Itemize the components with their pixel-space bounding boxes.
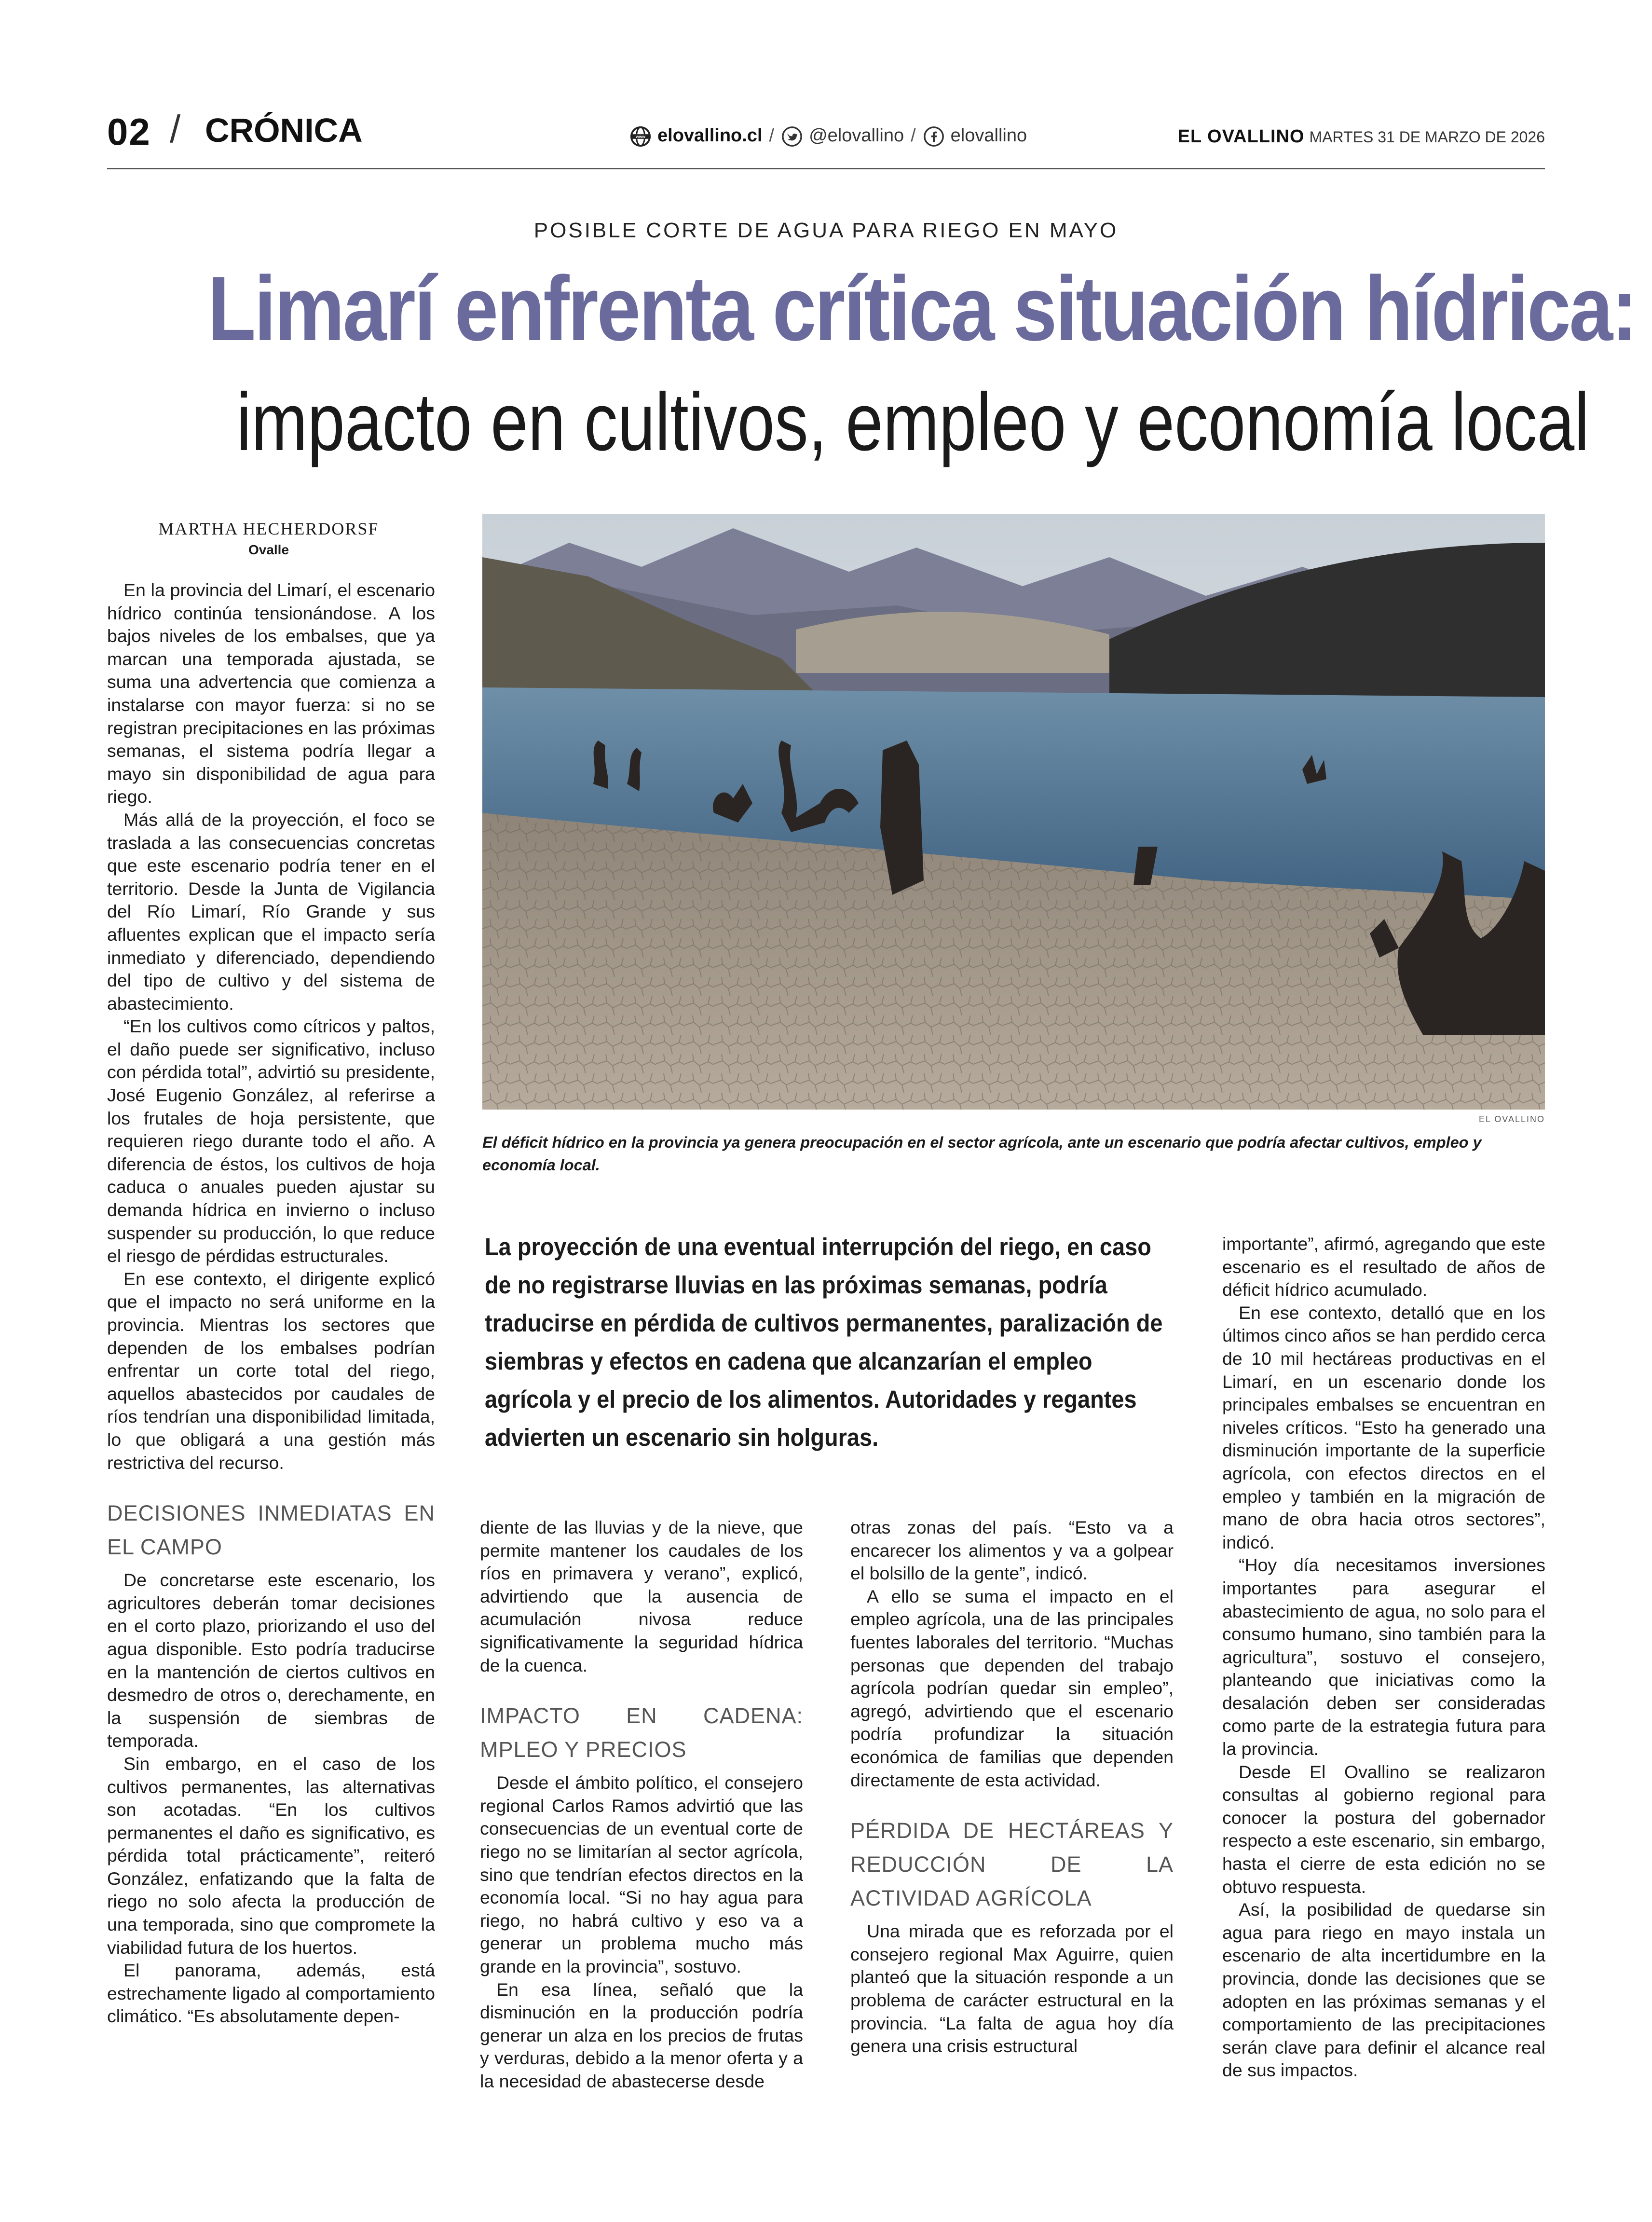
subheading: IMPACTO EN CADENA: MPLEO Y PRECIOS xyxy=(480,1703,803,1762)
paragraph: En esa línea, señaló que la disminución en la producción podría generar un alza en los precios de frutas y verduras, debido a la menor oferta y a la necesidad de abastecerse desde xyxy=(480,1979,803,2091)
article-column-3 xyxy=(850,1516,1174,2058)
paragraph: Desde El Ovallino se realizaron consultas al gobierno regional para conocer la postura del gobernador respecto a este escenario, sin embargo, hasta el cierre de esta edición no se obtuvo respuesta. xyxy=(1222,1761,1545,1897)
paragraph: Una mirada que es reforzada por el consejero regional Max Aguirre, quien planteó que la situación responde a un problema de carácter estructural en la provincia. “La falta de agua hoy día genera una crisis estructural xyxy=(850,1921,1174,2057)
paragraph: Así, la posibilidad de quedarse sin agua para riego en mayo instala un escenario de alta incertidumbre en la provincia, donde las decisiones que se adopten en las próximas semanas y el comportamiento de las precipitaciones serán clave para definir el alcance real de sus impactos. xyxy=(1222,1899,1545,2081)
paragraph: En ese contexto, el dirigente explicó que el impacto no será uniforme en la provincia. Mientras los sectores que dependen de los embalses podrían enfrentar un corte total del riego, aquellos abastecidos por caudales de ríos tendrían una disponibilidad limitada, lo que obligará a una gestión más restrictiva del recurso. xyxy=(107,1268,435,1473)
site-info xyxy=(629,125,1027,148)
paragraph: otras zonas del país. “Esto va a encarecer los alimentos y va a golpear el bolsillo de la gente”, indicó. xyxy=(850,1517,1174,1584)
photo-caption: El déficit hídrico en la provincia ya genera preocupación en el sector agrícola, ante un escenario que podría afectar cultivos, empleo y economía local. xyxy=(482,1134,1482,1174)
header-rule xyxy=(107,168,1545,169)
article-column-4 xyxy=(1222,1233,1545,2082)
article-photo xyxy=(482,514,1545,1110)
paragraph: “Hoy día necesitamos inversiones importantes para asegurar el abastecimiento de agua, no solo para el consumo humano, sino también para la agricultura”, sostuvo el consejero, planteando que iniciativas como la desalación deben ser consideradas como parte de la estrategia futura para la provincia. xyxy=(1222,1555,1545,1759)
separator: / xyxy=(769,125,775,146)
page-number: 02 xyxy=(107,110,151,153)
section-slash: / xyxy=(170,108,181,151)
subheading: PÉRDIDA DE HECTÁREAS Y REDUCCIÓN DE LA ACTIVIDAD AGRÍCOLA xyxy=(850,1818,1174,1911)
article-column-1 xyxy=(107,579,435,2028)
byline-author: MARTHA HECHERDORSF xyxy=(158,519,379,538)
kicker: POSIBLE CORTE DE AGUA PARA RIEGO EN MAYO xyxy=(533,219,1119,242)
byline-city: Ovalle xyxy=(248,542,289,557)
paragraph: De concretarse este escenario, los agricultores deberán tomar decisiones en el corto plazo, priorizando el uso del agua disponible. Esto podría traducirse en la mantención de ciertos cultivos en desmedro de otros o, derechamente, en la suspensión de siembras de temporada. xyxy=(107,1570,435,1751)
globe-icon xyxy=(629,125,652,148)
paragraph: Desde el ámbito político, el consejero regional Carlos Ramos advirtió que las consecuencias de un eventual corte de riego no se limitarían al sector agrícola, sino que tendrían efectos directos en la economía local. “Si no hay agua para riego, no habrá cultivo y eso va a generar un problema mucho más grande en la provincia”, sostuvo. xyxy=(480,1772,803,1976)
headline-secondary: impacto en cultivos, empleo y economía local xyxy=(236,376,1590,468)
twitter-handle[interactable]: @elovallino xyxy=(809,125,904,146)
svg-text:www: www xyxy=(636,134,645,139)
facebook-icon xyxy=(923,125,945,148)
paragraph: A ello se suma el impacto en el empleo agrícola, una de las principales fuentes laborales del territorio. “Muchas personas que dependen del trabajo agrícola podrían quedar sin empleo”, agregó, advirtiendo que el escenario podría profundizar la situación económica de familias que dependen directamente de esta actividad. xyxy=(850,1586,1174,1790)
reservoir-landscape-image xyxy=(482,514,1545,1110)
facebook-handle[interactable]: elovallino xyxy=(950,125,1027,146)
headline-main: Limarí enfrenta crítica situación hídrica: xyxy=(207,258,1636,360)
twitter-icon xyxy=(781,125,803,148)
paragraph: Sin embargo, en el caso de los cultivos permanentes, las alternativas son acotadas. “En los cultivos permanentes el daño es significativo, es pérdida total prácticamente”, reiteró González, enfatizando que la falta de riego no solo afecta la producción de una temporada, sino que compromete la viabilidad futura de los huertos. xyxy=(107,1753,435,1958)
paper-name: EL OVALLINO xyxy=(1177,126,1305,147)
article-lead: La proyección de una eventual interrupción del riego, en caso de no registrarse lluvias en las próximas semanas, podría traducirse en pérdida de cultivos permanentes, paralización de siembras y efectos en cadena que alcanzarían el empleo agrícola y el precio de los alimentos. Autoridades y regantes advierten un escenario sin holguras. xyxy=(485,1233,1163,1451)
paragraph: En ese contexto, detalló que en los últimos cinco años se han perdido cerca de 10 mil hectáreas productivas en el Limarí, en un escenario donde los principales embalses se encuentran en niveles críticos. “Esto ha generado una disminución importante de la superficie agrícola, con efectos directos en el empleo y también en la migración de mano de obra hacia otros sectores”, indicó. xyxy=(1222,1302,1545,1552)
section-name: CRÓNICA xyxy=(205,111,363,149)
paragraph: importante”, afirmó, agregando que este escenario es el resultado de años de déficit hídrico acumulado. xyxy=(1222,1234,1545,1300)
paragraph: En la provincia del Limarí, el escenario hídrico continúa tensionándose. A los bajos niveles de los embalses, que ya marcan una temporada ajustada, se suma una advertencia que comienza a instalarse con mayor fuerza: si no se registran precipitaciones en las próximas semanas, el sistema podría llegar a mayo sin disponibilidad de agua para riego. xyxy=(107,580,435,807)
masthead xyxy=(1178,126,1545,147)
website-link[interactable]: elovallino.cl xyxy=(657,125,763,146)
separator: / xyxy=(911,125,916,146)
paragraph: El panorama, además, está estrechamente ligado al comportamiento climático. “Es absolutamente depen- xyxy=(107,1960,435,2027)
paragraph: “En los cultivos como cítricos y paltos, el daño puede ser significativo, incluso con pérdida total”, advirtió su presidente, José Eugenio González, al referirse a los frutales de hoja persistente, que requieren riego durante todo el año. A diferencia de éstos, los cultivos de hoja caduca o anuales pueden ajustar su demanda hídrica en invierno o incluso suspender su producción, lo que reduce el riesgo de pérdidas estructurales. xyxy=(107,1016,435,1266)
subheading: DECISIONES INMEDIATAS EN EL CAMPO xyxy=(107,1501,435,1560)
paragraph: Más allá de la proyección, el foco se traslada a las consecuencias concretas que este escenario podría tener en el territorio. Desde la Junta de Vigilancia del Río Limarí, Río Grande y sus afluentes explican que el impacto sería inmediato y diferenciado, dependiendo del tipo de cultivo y del sistema de abastecimiento. xyxy=(107,809,435,1014)
photo-credit: EL OVALLINO xyxy=(1478,1114,1545,1124)
article-column-2 xyxy=(480,1516,803,2093)
issue-date: MARTES 31 DE MARZO DE 2026 xyxy=(1309,128,1545,146)
paragraph: diente de las lluvias y de la nieve, que permite mantener los caudales de los ríos en primavera y verano”, explicó, advirtiendo que la ausencia de acumulación nivosa reduce significativamente la seguridad hídrica de la cuenca. xyxy=(480,1517,803,1675)
